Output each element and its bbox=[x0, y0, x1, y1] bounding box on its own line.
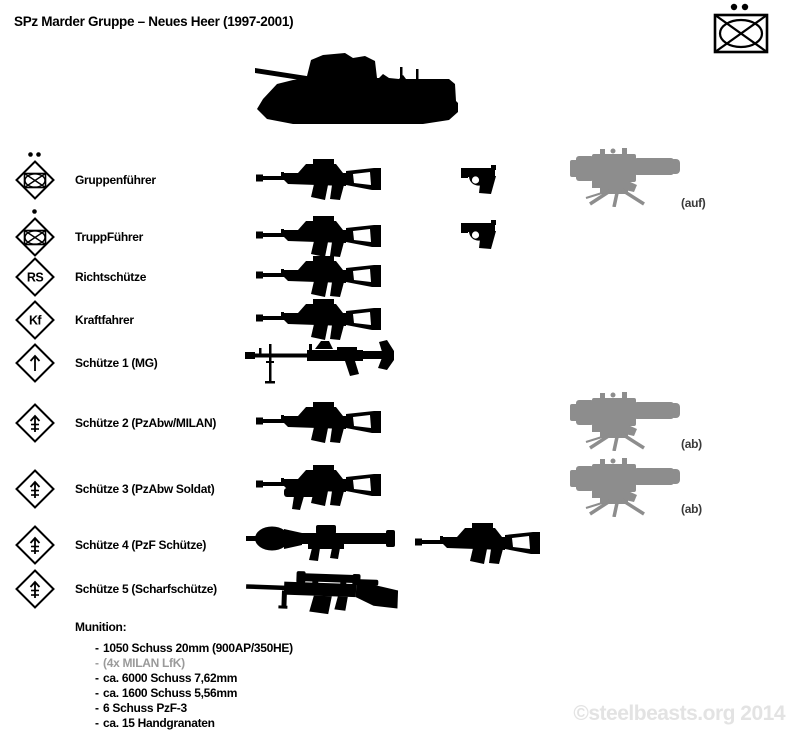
note-auf: (auf) bbox=[681, 196, 706, 210]
sniper-rifle-icon bbox=[246, 566, 404, 616]
marder-ifv-icon bbox=[253, 46, 465, 132]
g36-rifle-icon bbox=[256, 159, 381, 201]
role-label-schuetze2: Schütze 2 (PzAbw/MILAN) bbox=[75, 416, 217, 430]
rank-symbol-schuetze1-icon bbox=[15, 343, 55, 383]
svg-text:RS: RS bbox=[26, 270, 44, 285]
p8-pistol-icon bbox=[461, 220, 497, 250]
role-label-gruppenfuehrer: Gruppenführer bbox=[75, 173, 156, 187]
g36-rifle-icon bbox=[256, 256, 381, 298]
munition-item bbox=[75, 686, 475, 701]
rank-symbol-schuetze4-icon bbox=[15, 525, 55, 565]
munition-heading: Munition: bbox=[75, 620, 127, 634]
bullet-dash: - bbox=[95, 641, 99, 655]
role-label-richtschuetze: Richtschütze bbox=[75, 270, 147, 284]
g36-rifle-icon bbox=[256, 216, 381, 258]
rank-symbol-schuetze3-icon bbox=[15, 469, 55, 509]
role-label-schuetze5: Schütze 5 (Scharfschütze) bbox=[75, 582, 217, 596]
munition-item bbox=[75, 656, 475, 671]
munition-item-text: 1050 Schuss 20mm (900AP/350HE) bbox=[103, 641, 293, 655]
munition-item-text: ca. 6000 Schuss 7,62mm bbox=[103, 671, 238, 685]
mechanized-infantry-unit-symbol-icon bbox=[706, 2, 776, 60]
rank-symbol-richtschuetze-icon bbox=[15, 257, 55, 297]
rank-symbol-truppfuehrer-icon bbox=[15, 207, 55, 257]
munition-item-text: ca. 15 Handgranaten bbox=[103, 716, 215, 730]
rank-symbol-schuetze5-icon bbox=[15, 569, 55, 609]
svg-text:Kf: Kf bbox=[29, 313, 41, 328]
page-title: SPz Marder Gruppe – Neues Heer (1997-2001) bbox=[14, 14, 294, 29]
bullet-dash: - bbox=[95, 701, 99, 715]
role-label-schuetze1: Schütze 1 (MG) bbox=[75, 356, 158, 370]
copyright-watermark: ©steelbeasts.org 2014 bbox=[573, 702, 785, 725]
g36-ag36-rifle-icon bbox=[256, 465, 381, 511]
munition-item-text: (4x MILAN LfK) bbox=[103, 656, 185, 670]
g36-rifle-icon bbox=[256, 402, 381, 444]
munition-item bbox=[75, 641, 475, 656]
g36-rifle-icon bbox=[415, 523, 540, 565]
milan-launcher-icon bbox=[570, 389, 682, 451]
note-ab-1: (ab) bbox=[681, 437, 702, 451]
mg3-machinegun-icon bbox=[245, 339, 395, 387]
p8-pistol-icon bbox=[461, 165, 497, 195]
munition-item bbox=[75, 701, 475, 716]
rank-symbol-kraftfahrer-icon bbox=[15, 300, 55, 340]
role-label-schuetze3: Schütze 3 (PzAbw Soldat) bbox=[75, 482, 215, 496]
panzerfaust3-launcher-icon bbox=[246, 519, 396, 563]
role-label-kraftfahrer: Kraftfahrer bbox=[75, 313, 134, 327]
bullet-dash: - bbox=[95, 716, 99, 730]
rank-symbol-gruppenfuehrer-icon bbox=[15, 150, 55, 200]
milan-launcher-icon bbox=[570, 455, 682, 517]
role-label-truppfuehrer: TruppFührer bbox=[75, 230, 144, 244]
rank-symbol-schuetze2-icon bbox=[15, 403, 55, 443]
bullet-dash: - bbox=[95, 671, 99, 685]
milan-launcher-icon bbox=[570, 145, 682, 207]
munition-item bbox=[75, 716, 475, 731]
munition-item-text: 6 Schuss PzF-3 bbox=[103, 701, 187, 715]
bullet-dash: - bbox=[95, 686, 99, 700]
g36-rifle-icon bbox=[256, 299, 381, 341]
munition-item bbox=[75, 671, 475, 686]
role-label-schuetze4: Schütze 4 (PzF Schütze) bbox=[75, 538, 207, 552]
munition-item-text: ca. 1600 Schuss 5,56mm bbox=[103, 686, 238, 700]
munition-section bbox=[75, 620, 475, 731]
bullet-dash: - bbox=[95, 656, 99, 670]
note-ab-2: (ab) bbox=[681, 502, 702, 516]
